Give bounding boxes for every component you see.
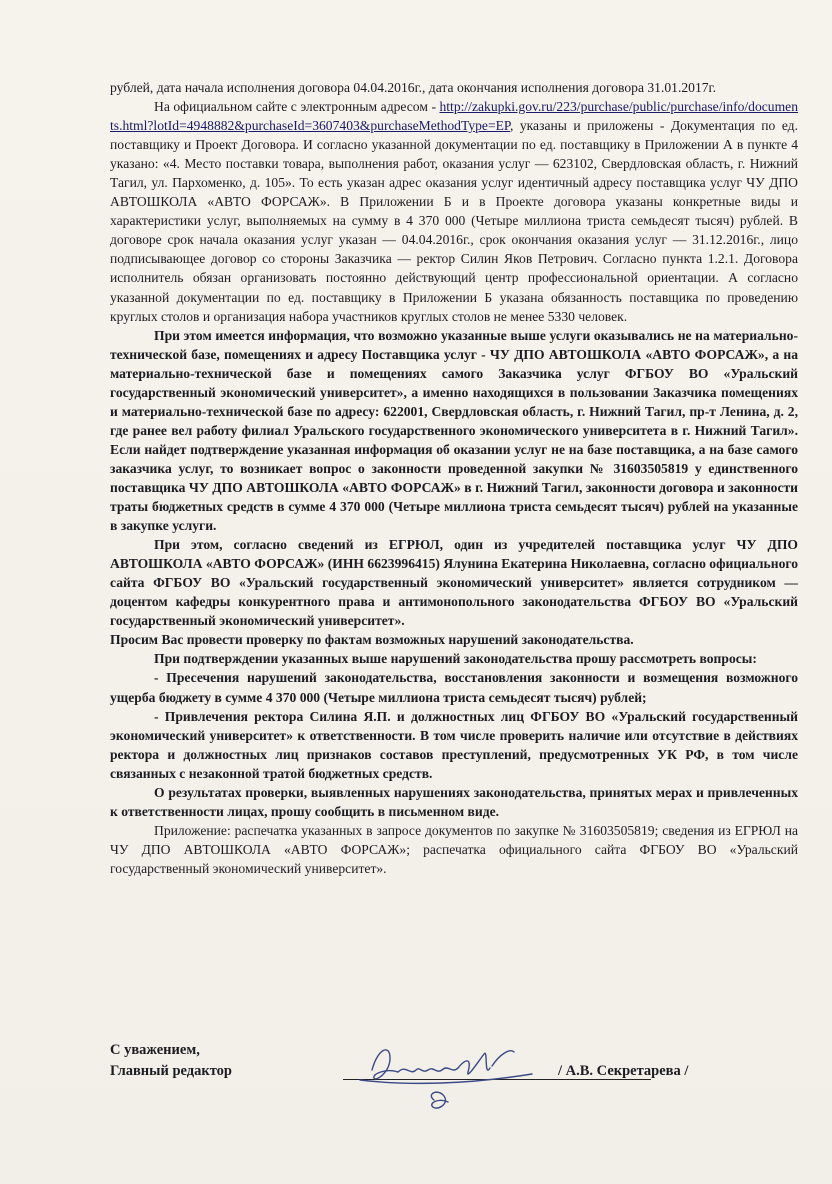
paragraph-request: Просим Вас провести проверку по фактам возможных нарушений законодательства. bbox=[110, 632, 634, 648]
paragraph-information: При этом имеется информация, что возможно указанные выше услуги оказывались не на материально-технической базе, помещениях и адресу Поставщика услуг - ЧУ ДПО АВТОШКОЛА «АВТО ФОРСАЖ», а на материально-технической базе и помещениях самого Заказчика услуг ФГБОУ ВО «Уральский государственный экономический университет», а именно находящихся в пользовании Заказчика помещениях и материально-технической базе по адресу: 622001, Свердловская область, г. Нижний Тагил, пр-т Ленина, д. 2, где ранее вел работу филиал Уральского государственного экономического университета в г. Нижний Тагил». Если найдет подтверждение указанная информация об оказании услуг не на базе поставщика, а на базе самого заказчика услуг, то возникает вопрос о законности проведенной закупки № 31603505819 у единственного поставщика ЧУ ДПО АВТОШКОЛА «АВТО ФОРСАЖ» в г. Нижний Тагил, законности договора и законности траты бюджетных средств в сумме 4 370 000 (Четыре миллиона триста семьдесят тысяч) рублей на указанные в закупке услуги. bbox=[110, 327, 798, 534]
paragraph-results-request: О результатах проверки, выявленных нарушениях законодательства, принятых мерах и привлеченных к ответственности лицах, прошу сообщить в письменном виде. bbox=[110, 784, 798, 819]
paragraph-attachments: Приложение: распечатка указанных в запросе документов по закупке № 31603505819; сведения из ЕГРЮЛ на ЧУ ДПО АВТОШКОЛА «АВТО ФОРСАЖ»; распечатка официального сайта ФГБОУ ВО «Уральский государственный экономический университет». bbox=[110, 822, 798, 876]
handwritten-signature bbox=[350, 1028, 540, 1128]
paragraph-questions-intro: При подтверждении указанных выше нарушений законодательства прошу рассмотреть вопросы: bbox=[154, 651, 757, 667]
official-site-details: , указаны и приложены - Документация по ед. поставщику и Проект Договора. И согласно указанной документации по ед. поставщику в Приложении А в пункте 4 указано: «4. Место поставки товара, выполнения работ, оказания услуг — 623102, Свердловская область, г. Нижний Тагил, ул. Пархоменко, д. 105». То есть указан адрес оказания услуг идентичный адресу поставщика услуг ЧУ ДПО АВТОШКОЛА «АВТО ФОРСАЖ». В Приложении Б и в Проекте договора указаны конкретные виды и характеристики услуг, выполняемых на сумму в 4 370 000 (Четыре миллиона триста семьдесят тысяч) рублей. В договоре срок начала оказания услуг указан — 04.04.2016г., срок окончания оказания услуг — 31.12.2016г., лицо подписывающее договор со стороны Заказчика — ректор Силин Яков Петрович. Согласно пункта 1.2.1. Договора исполнитель обязан организовать постоянно действующий центр профессиональной ориентации. А согласно указанной документации по ед. поставщику в Приложении Б указана обязанность поставщика по проведению круглых столов и организация набора участников круглых столов не менее 5330 человек. bbox=[110, 118, 798, 324]
signer-name: / А.В. Секретарева / bbox=[558, 1063, 689, 1079]
paragraph-question-1: - Пресечения нарушений законодательства, восстановления законности и возмещения возможного ущерба бюджету в сумме 4 370 000 (Четыре миллиона триста семьдесят тысяч) рублей; bbox=[110, 670, 798, 705]
signer-role: Главный редактор bbox=[110, 1063, 232, 1079]
procurement-link[interactable]: http://zakupki.gov.ru/223/purchase/public/purchase/info/documents.html?lotId=4948882&purchaseId=3607403&purchaseMethodType=EP bbox=[110, 99, 798, 134]
official-site-intro: На официальном сайте с электронным адресом - bbox=[154, 99, 436, 115]
greeting: С уважением, bbox=[110, 1042, 200, 1058]
document-body bbox=[110, 78, 798, 878]
paragraph-question-2: - Привлечения ректора Силина Я.П. и должностных лиц ФГБОУ ВО «Уральский государственный экономический университет» к ответственности. В том числе проверить наличие или отсутствие в действиях ректора и должностных лиц признаков составов преступлений, предусмотренных УК РФ, в том числе связанных с незаконной тратой бюджетных средств. bbox=[110, 708, 798, 781]
paragraph-egrul: При этом, согласно сведений из ЕГРЮЛ, один из учредителей поставщика услуг ЧУ ДПО АВТОШКОЛА «АВТО ФОРСАЖ» (ИНН 6623996415) Ялунина Екатерина Николаевна, согласно официального сайта ФГБОУ ВО «Уральский государственный экономический университет» является сотрудником — доцентом кафедры конкурентного права и антимонопольного законодательства ФГБОУ ВО «Уральский государственный экономический университет». bbox=[110, 537, 798, 629]
paragraph-official-site bbox=[110, 97, 798, 326]
paragraph-contract-dates: рублей, дата начала исполнения договора 04.04.2016г., дата окончания исполнения договора 31.01.2017г. bbox=[110, 80, 717, 95]
